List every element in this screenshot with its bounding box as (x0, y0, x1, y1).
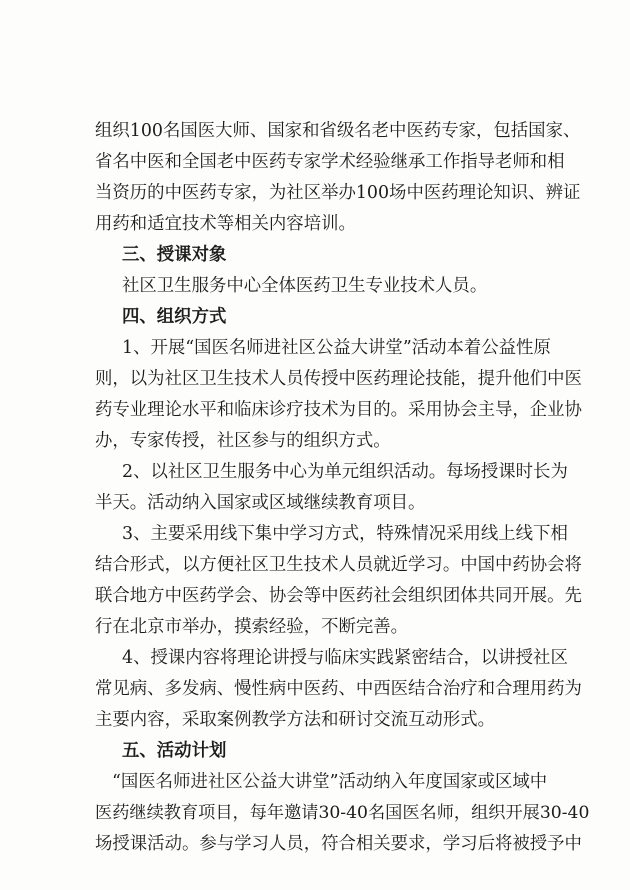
item-1-line-2: 则，以为社区卫生技术人员传授中医药理论技能，提升他们中医 (95, 369, 582, 389)
paragraph-line-1: 组织100名国医大师、国家和省级名老中医药专家，包括国家、 (95, 121, 581, 141)
paragraph-line-3: 当资历的中医药专家，为社区举办100场中医药理论知识、辨证 (95, 183, 581, 203)
item-2-line-1: 2、以社区卫生服务中心为单元组织活动。每场授课时长为 (122, 462, 568, 482)
item-4-line-1: 4、授课内容将理论讲授与临床实践紧密结合，以讲授社区 (122, 648, 568, 668)
paragraph-line-2: 省名中医和全国老中医药专家学术经验继承工作指导老师和相 (95, 152, 565, 172)
section-heading-plan: 五、活动计划 (122, 741, 227, 761)
item-3-line-3: 联合地方中医药学会、协会等中医药社会组织团体共同开展。先 (95, 586, 582, 606)
paragraph-line-audience: 社区卫生服务中心全体医药卫生专业技术人员。 (122, 276, 488, 296)
plan-line-3: 场授课活动。参与学习人员，符合相关要求，学习后将被授予中 (95, 834, 582, 854)
item-2-line-2: 半天。活动纳入国家或区域继续教育项目。 (95, 493, 426, 513)
item-4-line-2: 常见病、多发病、慢性病中医药、中西医结合治疗和合理用药为 (95, 679, 582, 699)
item-3-line-1: 3、主要采用线下集中学习方式，特殊情况采用线上线下相 (122, 524, 568, 544)
item-1-line-3: 药专业理论水平和临床诊疗技术为目的。采用协会主导，企业协 (95, 400, 582, 420)
item-1-line-4: 办，专家传授，社区参与的组织方式。 (95, 431, 391, 451)
plan-line-2: 医药继续教育项目，每年邀请30-40名国医名师，组织开展30-40 (95, 803, 590, 823)
item-4-line-3: 主要内容，采取案例教学方法和研讨交流互动形式。 (95, 710, 495, 730)
item-3-line-4: 行在北京市举办，摸索经验，不断完善。 (95, 617, 409, 637)
plan-line-1: “国医名师进社区公益大讲堂”活动纳入年度国家或区域中 (112, 772, 548, 792)
paragraph-line-4: 用药和适宜技术等相关内容培训。 (95, 214, 356, 234)
section-heading-organization: 四、组织方式 (122, 307, 227, 327)
item-1-line-1: 1、开展“国医名师进社区公益大讲堂”活动本着公益性原 (122, 338, 551, 358)
section-heading-audience: 三、授课对象 (122, 245, 227, 265)
item-3-line-2: 结合形式，以方便社区卫生技术人员就近学习。中国中药协会将 (95, 555, 582, 575)
